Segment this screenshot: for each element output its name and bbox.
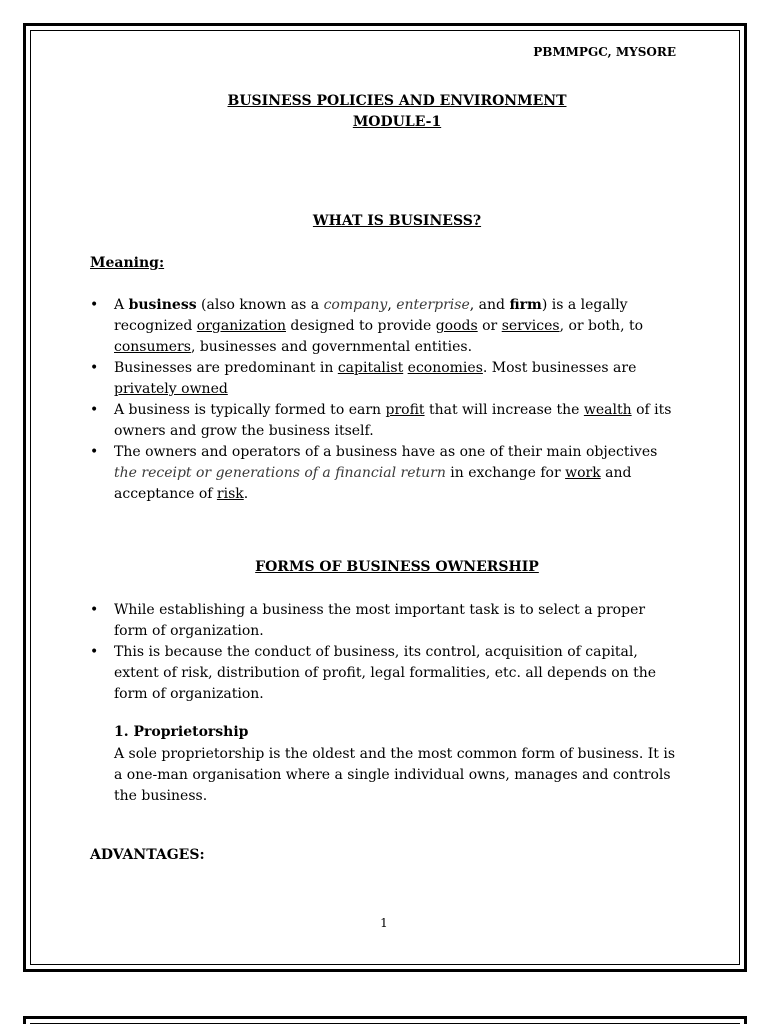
- list-item: • The owners and operators of a business have as one of their main objectives the receipt or generations of a financial return in exchange for work and acceptance of risk.: [90, 442, 680, 505]
- link-work[interactable]: work: [565, 465, 601, 481]
- list-item: • A business is typically formed to earn profit that will increase the wealth of its owners and grow the business itself.: [90, 400, 680, 442]
- meaning-bullet-list: [90, 295, 680, 505]
- link-goods[interactable]: goods: [435, 318, 478, 334]
- link-consumers[interactable]: consumers: [114, 339, 191, 355]
- section-heading-forms-of-ownership: FORMS OF BUSINESS OWNERSHIP: [255, 559, 539, 575]
- list-item: • A business (also known as a company, enterprise, and firm) is a legally recognized organization designed to provide goods or services, or both, to consumers, businesses and governmental entities.: [90, 295, 680, 358]
- module-title: MODULE-1: [352, 114, 442, 130]
- link-privately-owned[interactable]: privately owned: [114, 381, 228, 397]
- proprietorship-heading: 1. Proprietorship: [114, 724, 249, 740]
- meaning-label: Meaning:: [90, 255, 165, 271]
- link-services[interactable]: services: [501, 318, 560, 334]
- list-item: • This is because the conduct of business, its control, acquisition of capital, extent of risk, distribution of profit, legal formalities, etc. all depends on the form of organization.: [90, 642, 680, 705]
- link-risk[interactable]: risk: [216, 486, 244, 502]
- list-item: • While establishing a business the most important task is to select a proper form of organization.: [90, 600, 680, 642]
- proprietorship-text: A sole proprietorship is the oldest and the most common form of business. It is a one-man organisation where a single individual owns, manages and controls the business.: [114, 746, 676, 804]
- link-wealth[interactable]: wealth: [583, 402, 632, 418]
- page-number: 1: [380, 916, 388, 930]
- header-org: PBMMPGC, MYSORE: [533, 45, 676, 59]
- link-capitalist[interactable]: capitalist: [337, 360, 404, 376]
- link-economies[interactable]: economies: [407, 360, 483, 376]
- ownership-bullet-list: [90, 600, 680, 705]
- document-title: BUSINESS POLICIES AND ENVIRONMENT: [227, 93, 567, 109]
- link-profit[interactable]: profit: [385, 402, 425, 418]
- advantages-label: ADVANTAGES:: [90, 847, 205, 863]
- link-organization[interactable]: organization: [196, 318, 286, 334]
- section-heading-what-is-business: WHAT IS BUSINESS?: [312, 213, 482, 229]
- list-item: • Businesses are predominant in capitalist economies. Most businesses are privately owned: [90, 358, 680, 400]
